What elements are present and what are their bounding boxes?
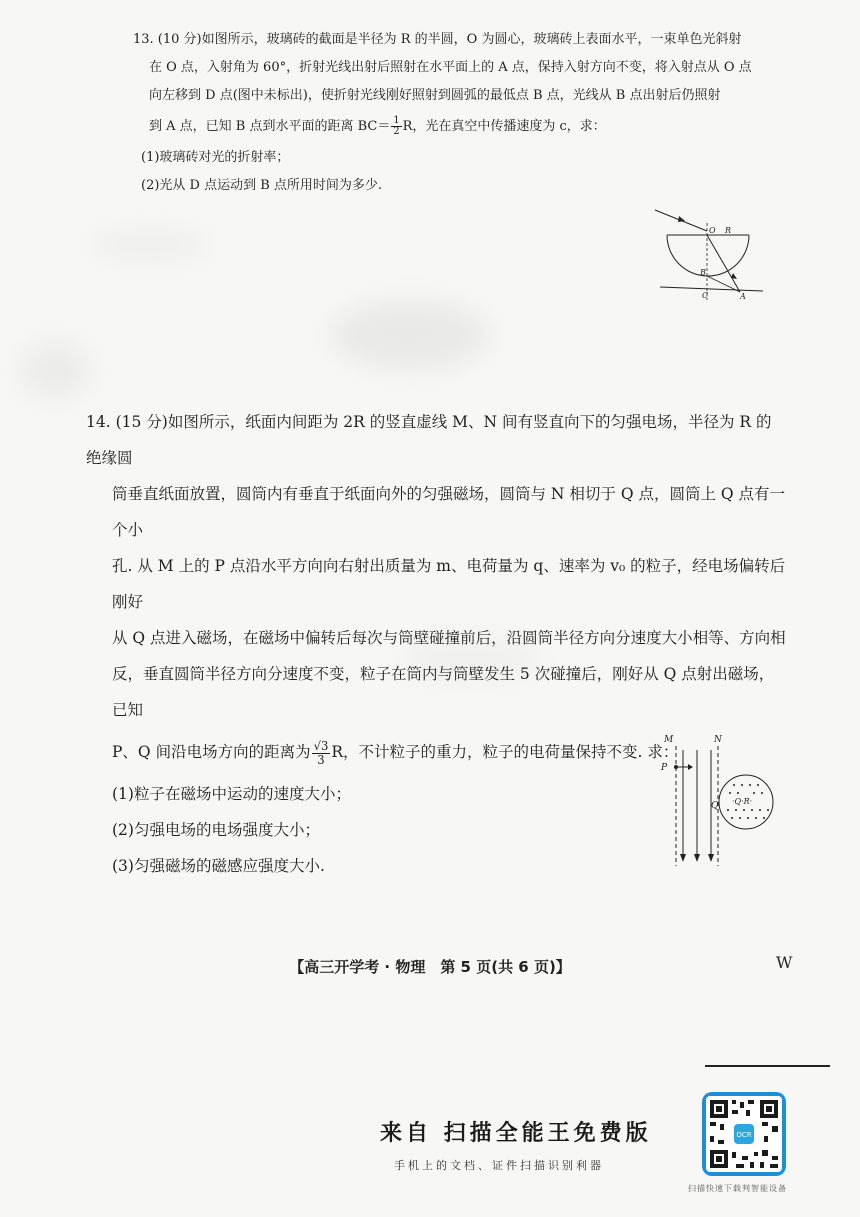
- q14-line-3: 孔. 从 M 上的 P 点沿水平方向向右射出质量为 m、电荷量为 q、速率为 v₀ 的粒子，经电场偏转后刚好: [112, 557, 786, 611]
- q13-line-4: [133, 110, 773, 144]
- q14-line-1: 14. (15 分)如图所示，纸面内间距为 2R 的竖直虚线 M、N 间有竖直向下的匀强电场，半径为 R 的绝缘圆: [86, 413, 772, 467]
- field-arrow-icon: [680, 854, 686, 862]
- launch-arrow-icon: [688, 764, 693, 770]
- question-13: [133, 26, 773, 200]
- q13-line-2: 在 O 点，入射角为 60°，折射光线出射后照射在水平面上的 A 点，保持入射方向不变，将入射点从 O 点: [149, 60, 752, 75]
- q14-line-2: 筒垂直纸面放置，圆筒内有垂直于纸面向外的匀强磁场，圆筒与 N 相切于 Q 点，圆筒上 Q 点有一个小: [112, 485, 786, 539]
- footer-text: 【高三开学考 · 物理 第 5 页(共 6 页)】: [289, 958, 571, 976]
- q14-fraction-den: 3: [317, 752, 325, 767]
- incident-arrow-icon: [678, 216, 685, 222]
- label-n: N: [714, 735, 722, 745]
- q14-subquestion-1: (1)粒子在磁场中运动的速度大小；: [112, 785, 351, 803]
- page-footer: [0, 953, 860, 977]
- label-center-radius: ·Q·R·: [732, 797, 753, 806]
- q14-line-5: 反，垂直圆筒半径方向分速度不变，粒子在筒内与筒壁发生 5 次碰撞后，刚好从 Q 点射出磁场，已知: [112, 665, 775, 719]
- q14-subquestion-3: (3)匀强磁场的磁感应强度大小.: [112, 857, 325, 875]
- label-q: Q: [711, 801, 719, 811]
- q14-figure-field-cylinder: [650, 730, 780, 870]
- q13-line-3: 向左移到 D 点(图中未标出)，使折射光线刚好照射到圆弧的最低点 B 点，光线从 B 点出射后仍照射: [149, 88, 721, 103]
- q13-line-1: 13. (10 分)如图所示，玻璃砖的截面是半径为 R 的半圆，O 为圆心，玻璃砖上表面水平，一束单色光斜射: [133, 32, 742, 47]
- q13-subquestion-1: (1)玻璃砖对光的折射率；: [141, 150, 290, 165]
- q13-figure-glass-semicircle: [645, 205, 775, 305]
- q13-line-4-b: R，光在真空中传播速度为 c，求：: [402, 119, 606, 134]
- refracted-arrow-icon: [731, 273, 737, 279]
- qr-code[interactable]: [702, 1092, 786, 1176]
- q14-line-4: 从 Q 点进入磁场，在磁场中偏转后每次与筒壁碰撞前后，沿圆筒半径方向分速度大小相等、方向相: [112, 629, 786, 647]
- q13-subquestion-2: (2)光从 D 点运动到 B 点所用时间为多少.: [141, 178, 383, 193]
- label-o: O: [709, 226, 716, 235]
- refracted-ray: [707, 235, 740, 292]
- label-p: P: [661, 763, 668, 773]
- horizontal-ground: [660, 287, 763, 291]
- q13-fraction-num: 1: [393, 114, 400, 126]
- label-m: M: [664, 735, 674, 745]
- scanner-subtitle: 手机上的文档、证件扫描识别利器: [394, 1159, 604, 1172]
- qr-logo-text: OCR: [736, 1131, 752, 1139]
- q13-fraction-den: 2: [393, 126, 400, 137]
- q14-subquestion-2: (2)匀强电场的电场强度大小；: [112, 821, 320, 839]
- field-arrow-icon: [694, 854, 700, 862]
- qr-pattern-icon: [706, 1096, 782, 1172]
- divider: [705, 1065, 830, 1067]
- scanner-watermark: [380, 1116, 680, 1173]
- footer-mark: W: [776, 953, 793, 972]
- label-b: B: [700, 268, 706, 277]
- q14-fraction: [312, 740, 331, 765]
- field-arrow-icon: [708, 854, 714, 862]
- q13-fraction: [391, 116, 401, 137]
- q14-fraction-num: √3: [313, 739, 329, 754]
- q14-line-6-a: P、Q 间沿电场方向的距离为: [112, 743, 311, 761]
- q13-line-4-a: 到 A 点，已知 B 点到水平面的距离 BC＝: [149, 119, 391, 134]
- label-r: R: [725, 226, 732, 235]
- scanner-title: 来自 扫描全能王免费版: [380, 1120, 652, 1146]
- label-a: A: [740, 292, 746, 301]
- label-c: C: [702, 291, 709, 300]
- glass-arc: [667, 235, 749, 276]
- q14-line-6-b: R，不计粒子的重力，粒子的电荷量保持不变. 求：: [331, 743, 679, 761]
- qr-caption: 扫描快速下载判智能设备: [688, 1184, 787, 1193]
